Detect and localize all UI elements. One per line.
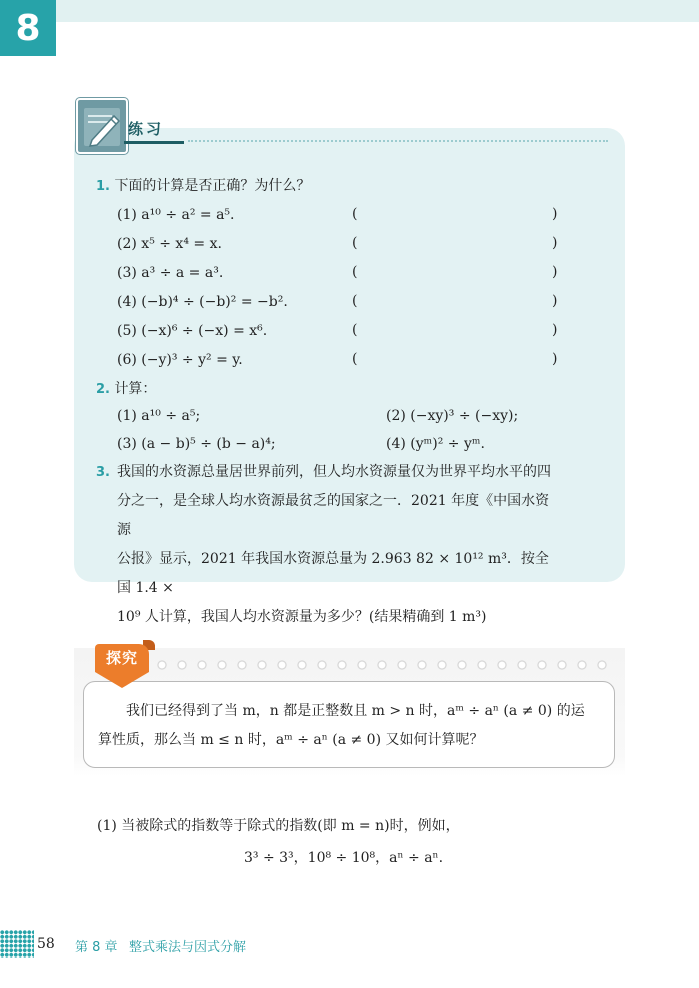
q1-item-expr: (−b)⁴ ÷ (−b)² = −b². [141, 294, 288, 310]
q1-item-expr: (−x)⁶ ÷ (−x) = x⁶. [141, 323, 268, 339]
q2-item-expr: (−xy)³ ÷ (−xy); [410, 408, 519, 424]
explore-line: 我们已经得到了当 m，n 都是正整数且 m > n 时，aᵐ ÷ aⁿ (a ≠ 0) 的运 [126, 703, 585, 719]
footer-dots-icon [0, 930, 34, 958]
q1-item-expr: a¹⁰ ÷ a² = a⁵. [141, 207, 235, 223]
explore-text [98, 697, 610, 755]
q2-item-expr: a¹⁰ ÷ a⁵; [141, 408, 201, 424]
q1-item-label: (2) [117, 236, 137, 252]
answer-paren-open: ( [352, 293, 358, 309]
q2-number: 2. [96, 382, 110, 397]
q1-item-4 [117, 292, 288, 312]
q2-item-4 [386, 434, 485, 454]
body-item-1: (1) 当被除式的指数等于除式的指数(即 m = n)时，例如， [97, 818, 460, 834]
binder-holes [152, 659, 612, 671]
q2-item-expr: (yᵐ)² ÷ yᵐ. [410, 436, 485, 452]
q3-line: 公报》显示，2021 年我国水资源总量为 2.963 82 × 10¹² m³．按全国 1.4 × [117, 551, 549, 596]
q1-prompt-line [96, 176, 310, 197]
q3-number-line [96, 462, 110, 483]
q1-item-label: (4) [117, 294, 137, 310]
explore-tab [95, 640, 155, 696]
q1-item-1 [117, 205, 235, 225]
page-number: 58 [37, 936, 55, 952]
q3-line: 分之一，是全球人均水资源最贫乏的国家之一．2021 年度《中国水资源 [117, 493, 550, 538]
q1-item-5 [117, 321, 267, 341]
tab-body [95, 644, 149, 672]
q3-text [117, 458, 557, 632]
q2-item-label: (1) [117, 408, 137, 424]
answer-paren-close: ) [552, 322, 558, 338]
q2-item-label: (3) [117, 436, 137, 452]
answer-paren-close: ) [552, 351, 558, 367]
q2-item-2 [386, 406, 518, 426]
q2-item-3 [117, 434, 276, 454]
q2-prompt-line [96, 379, 156, 400]
q1-item-expr: (−y)³ ÷ y² = y. [141, 352, 243, 368]
q1-prompt: 下面的计算是否正确？为什么？ [114, 178, 311, 194]
body-formula: 3³ ÷ 3³，10⁸ ÷ 10⁸，aⁿ ÷ aⁿ. [244, 850, 444, 866]
q3-number: 3. [96, 465, 110, 480]
title-underline [124, 141, 184, 144]
title-divider [188, 140, 608, 142]
top-band [0, 0, 699, 22]
q2-item-1 [117, 406, 200, 426]
q2-item-label: (4) [386, 436, 406, 452]
q1-item-6 [117, 350, 243, 370]
q1-number: 1. [96, 179, 110, 194]
answer-paren-open: ( [352, 264, 358, 280]
q1-item-label: (6) [117, 352, 137, 368]
explore-label: 探究 [105, 649, 138, 667]
q3-line: 我国的水资源总量居世界前列，但人均水资源量仅为世界平均水平的四 [117, 464, 551, 480]
q3-line: 10⁹ 人计算，我国人均水资源量为多少？(结果精确到 1 m³) [117, 609, 487, 625]
answer-paren-close: ) [552, 235, 558, 251]
q1-item-label: (3) [117, 265, 137, 281]
chapter-number-tab: 8 [0, 0, 56, 56]
tab-point [95, 672, 149, 688]
q1-item-label: (1) [117, 207, 137, 223]
explore-line: 算性质，那么当 m ≤ n 时，aᵐ ÷ aⁿ (a ≠ 0) 又如何计算呢？ [98, 732, 484, 748]
answer-paren-close: ) [552, 264, 558, 280]
q1-item-expr: x⁵ ÷ x⁴ = x. [141, 236, 222, 252]
q2-item-expr: (a − b)⁵ ÷ (b − a)⁴; [141, 436, 276, 452]
answer-paren-open: ( [352, 322, 358, 338]
q1-item-expr: a³ ÷ a = a³. [141, 265, 224, 281]
answer-paren-open: ( [352, 206, 358, 222]
answer-paren-close: ) [552, 293, 558, 309]
answer-paren-close: ) [552, 206, 558, 222]
q2-prompt: 计算： [114, 381, 157, 397]
pencil-icon [76, 98, 128, 154]
footer-chapter-title: 整式乘法与因式分解 [129, 940, 247, 955]
answer-paren-open: ( [352, 235, 358, 251]
answer-paren-open: ( [352, 351, 358, 367]
q1-item-label: (5) [117, 323, 137, 339]
exercise-title: 练习 [128, 120, 165, 138]
q1-item-3 [117, 263, 223, 283]
q1-item-2 [117, 234, 222, 254]
footer-chapter-label: 第 8 章 [75, 940, 118, 955]
q2-item-label: (2) [386, 408, 406, 424]
